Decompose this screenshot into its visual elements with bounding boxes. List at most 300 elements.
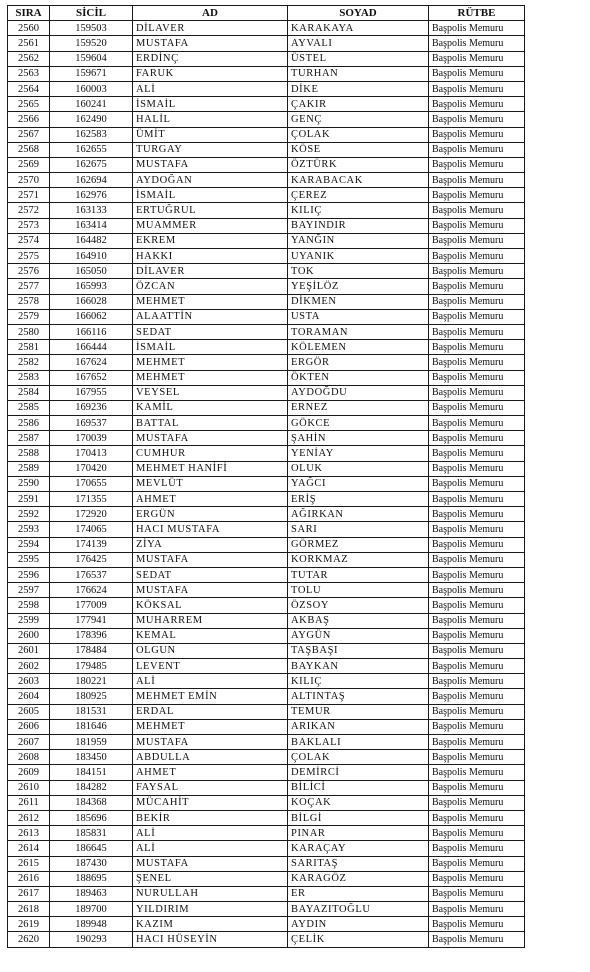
cell-soyad: AYVALI	[288, 36, 429, 51]
cell-rutbe: Başpolis Memuru	[429, 36, 525, 51]
cell-soyad: GÖKCE	[288, 416, 429, 431]
cell-rutbe: Başpolis Memuru	[429, 932, 525, 947]
cell-soyad: USTA	[288, 309, 429, 324]
cell-sicil: 162490	[50, 112, 133, 127]
cell-sicil: 174139	[50, 537, 133, 552]
cell-ad: ERTUĞRUL	[133, 203, 288, 218]
table-row	[8, 886, 525, 901]
cell-sicil: 178396	[50, 628, 133, 643]
cell-rutbe: Başpolis Memuru	[429, 659, 525, 674]
table-row	[8, 902, 525, 917]
table-row	[8, 385, 525, 400]
cell-ad: İSMAİL	[133, 340, 288, 355]
cell-sira: 2584	[8, 385, 50, 400]
cell-ad: ALİ	[133, 841, 288, 856]
cell-soyad: AYGÜN	[288, 628, 429, 643]
header-row	[8, 6, 525, 21]
cell-sira: 2575	[8, 249, 50, 264]
cell-ad: MEHMET HANİFİ	[133, 461, 288, 476]
cell-sicil: 183450	[50, 750, 133, 765]
cell-sira: 2598	[8, 598, 50, 613]
table-header	[8, 6, 525, 21]
cell-soyad: BİLİCİ	[288, 780, 429, 795]
cell-sira: 2562	[8, 51, 50, 66]
cell-ad: AYDOĞAN	[133, 173, 288, 188]
table-row	[8, 218, 525, 233]
cell-soyad: UYANIK	[288, 249, 429, 264]
cell-ad: MEHMET	[133, 355, 288, 370]
cell-soyad: KILIÇ	[288, 674, 429, 689]
cell-sicil: 164910	[50, 249, 133, 264]
cell-sira: 2579	[8, 309, 50, 324]
cell-sira: 2577	[8, 279, 50, 294]
cell-soyad: GÖRMEZ	[288, 537, 429, 552]
cell-sicil: 159503	[50, 21, 133, 36]
cell-ad: İSMAİL	[133, 188, 288, 203]
table-row	[8, 613, 525, 628]
cell-rutbe: Başpolis Memuru	[429, 537, 525, 552]
cell-sicil: 185696	[50, 810, 133, 825]
cell-sicil: 187430	[50, 856, 133, 871]
cell-sicil: 172920	[50, 507, 133, 522]
cell-sicil: 162655	[50, 142, 133, 157]
cell-sira: 2597	[8, 583, 50, 598]
cell-soyad: BAKLALI	[288, 735, 429, 750]
cell-sicil: 177941	[50, 613, 133, 628]
cell-sira: 2581	[8, 340, 50, 355]
cell-rutbe: Başpolis Memuru	[429, 370, 525, 385]
cell-rutbe: Başpolis Memuru	[429, 583, 525, 598]
cell-sicil: 189700	[50, 902, 133, 917]
table-row	[8, 765, 525, 780]
cell-rutbe: Başpolis Memuru	[429, 340, 525, 355]
table-row	[8, 127, 525, 142]
table-row	[8, 492, 525, 507]
table-row	[8, 507, 525, 522]
cell-sicil: 162675	[50, 157, 133, 172]
cell-rutbe: Başpolis Memuru	[429, 704, 525, 719]
cell-sira: 2603	[8, 674, 50, 689]
table-row	[8, 750, 525, 765]
cell-rutbe: Başpolis Memuru	[429, 400, 525, 415]
cell-sira: 2592	[8, 507, 50, 522]
cell-sira: 2570	[8, 173, 50, 188]
table-row	[8, 461, 525, 476]
cell-sira: 2602	[8, 659, 50, 674]
cell-ad: OLGUN	[133, 643, 288, 658]
cell-ad: BEKİR	[133, 810, 288, 825]
cell-sicil: 163414	[50, 218, 133, 233]
cell-rutbe: Başpolis Memuru	[429, 689, 525, 704]
cell-soyad: YANĞIN	[288, 233, 429, 248]
cell-sira: 2582	[8, 355, 50, 370]
cell-rutbe: Başpolis Memuru	[429, 81, 525, 96]
cell-soyad: AKBAŞ	[288, 613, 429, 628]
table-row	[8, 431, 525, 446]
cell-soyad: KOÇAK	[288, 795, 429, 810]
cell-sicil: 162583	[50, 127, 133, 142]
cell-ad: ŞENEL	[133, 871, 288, 886]
cell-sicil: 170655	[50, 476, 133, 491]
table-row	[8, 66, 525, 81]
table-row	[8, 233, 525, 248]
cell-ad: ZİYA	[133, 537, 288, 552]
cell-soyad: ÇEREZ	[288, 188, 429, 203]
cell-ad: HACI HÜSEYİN	[133, 932, 288, 947]
table-row	[8, 522, 525, 537]
cell-sicil: 162694	[50, 173, 133, 188]
cell-rutbe: Başpolis Memuru	[429, 355, 525, 370]
table-row	[8, 279, 525, 294]
cell-rutbe: Başpolis Memuru	[429, 233, 525, 248]
cell-rutbe: Başpolis Memuru	[429, 416, 525, 431]
cell-sira: 2610	[8, 780, 50, 795]
cell-soyad: AĞIRKAN	[288, 507, 429, 522]
cell-soyad: GENÇ	[288, 112, 429, 127]
cell-ad: ALİ	[133, 81, 288, 96]
cell-rutbe: Başpolis Memuru	[429, 917, 525, 932]
cell-sicil: 179485	[50, 659, 133, 674]
cell-ad: ERGÜN	[133, 507, 288, 522]
cell-soyad: TUTAR	[288, 567, 429, 582]
cell-rutbe: Başpolis Memuru	[429, 264, 525, 279]
cell-ad: YILDIRIM	[133, 902, 288, 917]
cell-sicil: 166028	[50, 294, 133, 309]
cell-sira: 2563	[8, 66, 50, 81]
cell-sicil: 160241	[50, 97, 133, 112]
table-row	[8, 598, 525, 613]
table-row	[8, 203, 525, 218]
cell-rutbe: Başpolis Memuru	[429, 446, 525, 461]
cell-sicil: 176425	[50, 552, 133, 567]
cell-soyad: SARI	[288, 522, 429, 537]
cell-soyad: BAYKAN	[288, 659, 429, 674]
cell-soyad: KARAKAYA	[288, 21, 429, 36]
cell-rutbe: Başpolis Memuru	[429, 385, 525, 400]
cell-soyad: KILIÇ	[288, 203, 429, 218]
header-soyad: SOYAD	[288, 6, 429, 21]
cell-sira: 2569	[8, 157, 50, 172]
cell-ad: KEMAL	[133, 628, 288, 643]
cell-sicil: 163133	[50, 203, 133, 218]
cell-sicil: 181531	[50, 704, 133, 719]
cell-sira: 2608	[8, 750, 50, 765]
table-row	[8, 370, 525, 385]
header-ad: AD	[133, 6, 288, 21]
cell-soyad: BAYINDIR	[288, 218, 429, 233]
cell-ad: MEHMET	[133, 719, 288, 734]
cell-ad: SEDAT	[133, 567, 288, 582]
table-row	[8, 795, 525, 810]
cell-soyad: PINAR	[288, 826, 429, 841]
cell-soyad: TAŞBAŞI	[288, 643, 429, 658]
cell-sicil: 177009	[50, 598, 133, 613]
cell-sira: 2586	[8, 416, 50, 431]
cell-sira: 2607	[8, 735, 50, 750]
cell-ad: İSMAİL	[133, 97, 288, 112]
cell-sira: 2613	[8, 826, 50, 841]
cell-ad: LEVENT	[133, 659, 288, 674]
table-row	[8, 674, 525, 689]
cell-sira: 2620	[8, 932, 50, 947]
cell-sira: 2618	[8, 902, 50, 917]
table-row	[8, 446, 525, 461]
cell-ad: MEHMET	[133, 294, 288, 309]
cell-rutbe: Başpolis Memuru	[429, 507, 525, 522]
cell-soyad: ÖZSOY	[288, 598, 429, 613]
cell-sira: 2565	[8, 97, 50, 112]
cell-ad: MUSTAFA	[133, 157, 288, 172]
cell-sicil: 167652	[50, 370, 133, 385]
cell-soyad: ÖKTEN	[288, 370, 429, 385]
header-rutbe: RÜTBE	[429, 6, 525, 21]
cell-sicil: 169537	[50, 416, 133, 431]
cell-rutbe: Başpolis Memuru	[429, 461, 525, 476]
cell-ad: MUAMMER	[133, 218, 288, 233]
cell-sicil: 167624	[50, 355, 133, 370]
cell-rutbe: Başpolis Memuru	[429, 826, 525, 841]
cell-soyad: AYDIN	[288, 917, 429, 932]
cell-sicil: 180221	[50, 674, 133, 689]
table-row	[8, 689, 525, 704]
table-row	[8, 264, 525, 279]
cell-sicil: 178484	[50, 643, 133, 658]
cell-ad: MUSTAFA	[133, 552, 288, 567]
table-row	[8, 97, 525, 112]
cell-soyad: KÖSE	[288, 142, 429, 157]
cell-ad: MEHMET EMİN	[133, 689, 288, 704]
cell-ad: MUSTAFA	[133, 36, 288, 51]
cell-rutbe: Başpolis Memuru	[429, 173, 525, 188]
table-row	[8, 36, 525, 51]
cell-rutbe: Başpolis Memuru	[429, 66, 525, 81]
cell-sicil: 181646	[50, 719, 133, 734]
cell-sicil: 169236	[50, 400, 133, 415]
cell-ad: ABDULLA	[133, 750, 288, 765]
cell-sira: 2589	[8, 461, 50, 476]
cell-rutbe: Başpolis Memuru	[429, 97, 525, 112]
cell-soyad: TOLU	[288, 583, 429, 598]
cell-sira: 2578	[8, 294, 50, 309]
cell-rutbe: Başpolis Memuru	[429, 218, 525, 233]
cell-rutbe: Başpolis Memuru	[429, 249, 525, 264]
cell-sira: 2600	[8, 628, 50, 643]
cell-sira: 2616	[8, 871, 50, 886]
cell-sicil: 159671	[50, 66, 133, 81]
cell-sicil: 165993	[50, 279, 133, 294]
cell-ad: ÖZCAN	[133, 279, 288, 294]
cell-rutbe: Başpolis Memuru	[429, 765, 525, 780]
cell-sira: 2571	[8, 188, 50, 203]
cell-rutbe: Başpolis Memuru	[429, 21, 525, 36]
cell-ad: MUSTAFA	[133, 735, 288, 750]
cell-rutbe: Başpolis Memuru	[429, 886, 525, 901]
cell-ad: ALAATTİN	[133, 309, 288, 324]
cell-sicil: 176624	[50, 583, 133, 598]
table-row	[8, 643, 525, 658]
cell-sicil: 165050	[50, 264, 133, 279]
cell-sira: 2615	[8, 856, 50, 871]
cell-soyad: YEŞİLÖZ	[288, 279, 429, 294]
table-row	[8, 157, 525, 172]
cell-ad: FARUK	[133, 66, 288, 81]
cell-soyad: ARIKAN	[288, 719, 429, 734]
cell-soyad: KORKMAZ	[288, 552, 429, 567]
cell-rutbe: Başpolis Memuru	[429, 112, 525, 127]
cell-sicil: 176537	[50, 567, 133, 582]
cell-rutbe: Başpolis Memuru	[429, 476, 525, 491]
cell-rutbe: Başpolis Memuru	[429, 157, 525, 172]
cell-sicil: 170039	[50, 431, 133, 446]
table-row	[8, 188, 525, 203]
table-row	[8, 112, 525, 127]
table-row	[8, 704, 525, 719]
cell-soyad: TURHAN	[288, 66, 429, 81]
table-row	[8, 81, 525, 96]
table-row	[8, 567, 525, 582]
table-row	[8, 871, 525, 886]
cell-sicil: 159520	[50, 36, 133, 51]
cell-sira: 2617	[8, 886, 50, 901]
table-row	[8, 932, 525, 947]
cell-rutbe: Başpolis Memuru	[429, 324, 525, 339]
cell-sicil: 180925	[50, 689, 133, 704]
table-row	[8, 416, 525, 431]
table-row	[8, 583, 525, 598]
cell-sira: 2585	[8, 400, 50, 415]
cell-sira: 2583	[8, 370, 50, 385]
cell-ad: NURULLAH	[133, 886, 288, 901]
table-row	[8, 21, 525, 36]
cell-soyad: ÇOLAK	[288, 750, 429, 765]
cell-ad: EKREM	[133, 233, 288, 248]
cell-soyad: KARAGÖZ	[288, 871, 429, 886]
cell-soyad: AYDOĞDU	[288, 385, 429, 400]
cell-sira: 2576	[8, 264, 50, 279]
cell-ad: HALİL	[133, 112, 288, 127]
cell-sicil: 160003	[50, 81, 133, 96]
cell-sira: 2580	[8, 324, 50, 339]
cell-ad: ERDAL	[133, 704, 288, 719]
cell-sicil: 162976	[50, 188, 133, 203]
cell-soyad: DİKMEN	[288, 294, 429, 309]
cell-rutbe: Başpolis Memuru	[429, 294, 525, 309]
cell-sira: 2612	[8, 810, 50, 825]
cell-sira: 2604	[8, 689, 50, 704]
cell-sicil: 166444	[50, 340, 133, 355]
cell-sira: 2561	[8, 36, 50, 51]
cell-rutbe: Başpolis Memuru	[429, 142, 525, 157]
cell-ad: BATTAL	[133, 416, 288, 431]
cell-ad: AHMET	[133, 765, 288, 780]
table-row	[8, 355, 525, 370]
cell-sira: 2573	[8, 218, 50, 233]
cell-sira: 2587	[8, 431, 50, 446]
cell-sicil: 184368	[50, 795, 133, 810]
cell-sira: 2564	[8, 81, 50, 96]
table-row	[8, 810, 525, 825]
cell-ad: ALİ	[133, 826, 288, 841]
cell-soyad: TEMUR	[288, 704, 429, 719]
cell-soyad: KARAÇAY	[288, 841, 429, 856]
cell-sira: 2599	[8, 613, 50, 628]
cell-sira: 2594	[8, 537, 50, 552]
table-row	[8, 249, 525, 264]
cell-ad: HACI MUSTAFA	[133, 522, 288, 537]
cell-soyad: ÇELİK	[288, 932, 429, 947]
cell-ad: ERDİNÇ	[133, 51, 288, 66]
cell-rutbe: Başpolis Memuru	[429, 309, 525, 324]
cell-sira: 2574	[8, 233, 50, 248]
table-row	[8, 735, 525, 750]
cell-soyad: YENİAY	[288, 446, 429, 461]
cell-sira: 2568	[8, 142, 50, 157]
cell-sicil: 184151	[50, 765, 133, 780]
cell-sicil: 186645	[50, 841, 133, 856]
cell-sicil: 170413	[50, 446, 133, 461]
table-row	[8, 917, 525, 932]
cell-ad: DİLAVER	[133, 264, 288, 279]
cell-sira: 2619	[8, 917, 50, 932]
cell-ad: KAZIM	[133, 917, 288, 932]
cell-rutbe: Başpolis Memuru	[429, 628, 525, 643]
cell-sira: 2567	[8, 127, 50, 142]
cell-rutbe: Başpolis Memuru	[429, 856, 525, 871]
cell-ad: MUSTAFA	[133, 431, 288, 446]
cell-sicil: 166116	[50, 324, 133, 339]
cell-sicil: 164482	[50, 233, 133, 248]
table-row	[8, 841, 525, 856]
cell-soyad: ERNEZ	[288, 400, 429, 415]
cell-rutbe: Başpolis Memuru	[429, 841, 525, 856]
cell-sira: 2591	[8, 492, 50, 507]
cell-rutbe: Başpolis Memuru	[429, 719, 525, 734]
cell-sicil: 184282	[50, 780, 133, 795]
cell-soyad: YAĞCI	[288, 476, 429, 491]
cell-sira: 2596	[8, 567, 50, 582]
cell-ad: KAMİL	[133, 400, 288, 415]
cell-sira: 2606	[8, 719, 50, 734]
cell-rutbe: Başpolis Memuru	[429, 598, 525, 613]
cell-rutbe: Başpolis Memuru	[429, 750, 525, 765]
cell-rutbe: Başpolis Memuru	[429, 902, 525, 917]
cell-rutbe: Başpolis Memuru	[429, 871, 525, 886]
cell-rutbe: Başpolis Memuru	[429, 674, 525, 689]
cell-rutbe: Başpolis Memuru	[429, 51, 525, 66]
cell-ad: ALİ	[133, 674, 288, 689]
cell-soyad: ÇAKIR	[288, 97, 429, 112]
table-row	[8, 780, 525, 795]
cell-sira: 2572	[8, 203, 50, 218]
cell-sicil: 171355	[50, 492, 133, 507]
cell-ad: AHMET	[133, 492, 288, 507]
table-row	[8, 340, 525, 355]
cell-rutbe: Başpolis Memuru	[429, 279, 525, 294]
cell-rutbe: Başpolis Memuru	[429, 810, 525, 825]
cell-soyad: BAYAZITOĞLU	[288, 902, 429, 917]
cell-soyad: TORAMAN	[288, 324, 429, 339]
cell-ad: MEVLÜT	[133, 476, 288, 491]
table-row	[8, 537, 525, 552]
cell-ad: MUSTAFA	[133, 583, 288, 598]
cell-rutbe: Başpolis Memuru	[429, 522, 525, 537]
cell-sira: 2593	[8, 522, 50, 537]
cell-soyad: TOK	[288, 264, 429, 279]
cell-soyad: ERİŞ	[288, 492, 429, 507]
table-row	[8, 826, 525, 841]
cell-sicil: 185831	[50, 826, 133, 841]
table-row	[8, 173, 525, 188]
